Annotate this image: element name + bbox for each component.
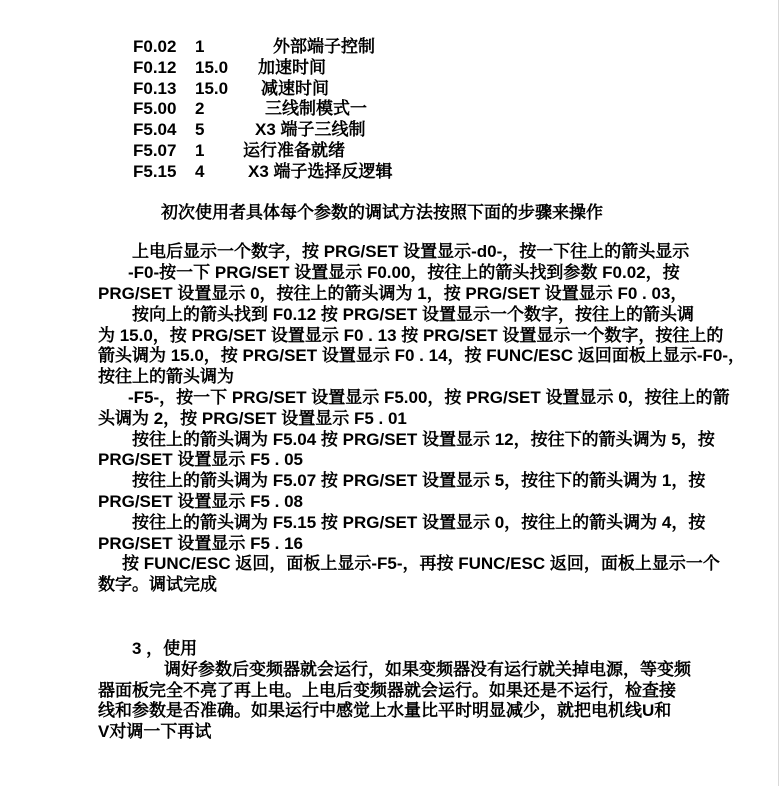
parameter-description: 三线制模式一: [265, 99, 367, 119]
step-line: 按 FUNC/ESC 返回，面板上显示-F5-，再按 FUNC/ESC 返回，面板上显示一个: [122, 554, 720, 574]
tuning-heading: 初次使用者具体每个参数的调试方法按照下面的步骤来操作: [161, 202, 603, 222]
parameter-value: 4: [195, 161, 205, 181]
parameter-description: X3 端子选择反逻辑: [248, 161, 393, 181]
step-line: 上电后显示一个数字，按 PRG/SET 设置显示-d0-，按一下往上的箭头显示: [132, 242, 690, 262]
step-line: 为 15.0，按 PRG/SET 设置显示 F0 . 13 按 PRG/SET 设置显示一个数字，按往上的: [98, 325, 724, 345]
parameter-value: 15.0: [195, 57, 229, 77]
parameter-code: F5.00: [133, 99, 177, 119]
step-line: -F5-，按一下 PRG/SET 设置显示 F5.00，按 PRG/SET 设置显示 0，按往上的箭: [128, 387, 730, 407]
parameter-row: [98, 79, 698, 100]
step-line: 按向上的箭头找到 F0.12 按 PRG/SET 设置显示一个数字，按往上的箭头调: [132, 304, 694, 324]
step-line: 数字。调试完成: [98, 575, 217, 595]
step-line: PRG/SET 设置显示 F5 . 05: [98, 450, 303, 470]
step-line: 按往上的箭头调为 F5.07 按 PRG/SET 设置显示 5，按往下的箭头调为 1，按: [132, 471, 706, 491]
document-content: [98, 37, 746, 743]
step-line: 头调为 2，按 PRG/SET 设置显示 F5 . 01: [98, 408, 407, 428]
parameter-row: [98, 99, 698, 120]
usage-section: [98, 639, 698, 743]
usage-line: 器面板完全不亮了再上电。上电后变频器就会运行。如果还是不运行，检查接: [98, 680, 676, 700]
parameter-code: F5.15: [133, 161, 177, 181]
parameter-value: 2: [195, 99, 205, 119]
parameter-row: [98, 162, 698, 183]
usage-heading: 3 ，使用: [132, 638, 198, 658]
page-right-edge: [778, 0, 779, 786]
step-line: 按往上的箭头调为: [98, 367, 234, 387]
parameter-value: 1: [195, 140, 205, 160]
parameter-code: F0.12: [133, 57, 177, 77]
step-line: PRG/SET 设置显示 F5 . 16: [98, 533, 303, 553]
usage-paragraph: [98, 660, 698, 743]
parameter-row: [98, 37, 698, 58]
parameter-row: [98, 120, 698, 141]
usage-line: V对调一下再试: [98, 722, 212, 742]
parameter-description: 加速时间: [258, 57, 326, 77]
parameter-row: [98, 58, 698, 79]
parameter-value: 5: [195, 120, 205, 140]
parameter-value: 15.0: [195, 78, 229, 98]
parameter-table: [98, 37, 698, 183]
usage-line: 调好参数后变频器就会运行，如果变频器没有运行就关掉电源，等变频: [164, 659, 691, 679]
parameter-code: F5.04: [133, 120, 177, 140]
parameter-description: X3 端子三线制: [255, 120, 366, 140]
parameter-code: F0.02: [133, 37, 177, 56]
step-line: 箭头调为 15.0，按 PRG/SET 设置显示 F0 . 14，按 FUNC/ESC 返回面板上显示-F0-，: [98, 346, 746, 366]
parameter-description: 外部端子控制: [273, 37, 375, 56]
parameter-description: 运行准备就绪: [243, 140, 345, 160]
steps-paragraphs: [98, 242, 746, 596]
step-line: PRG/SET 设置显示 F5 . 08: [98, 491, 303, 511]
parameter-value: 1: [195, 37, 205, 56]
parameter-row: [98, 141, 698, 162]
step-line: 按往上的箭头调为 F5.15 按 PRG/SET 设置显示 0，按往上的箭头调为 4，按: [132, 512, 706, 532]
step-line: PRG/SET 设置显示 0，按往上的箭头调为 1，按 PRG/SET 设置显示 F0 . 03，: [98, 283, 688, 303]
usage-line: 线和参数是否准确。如果运行中感觉上水量比平时明显减少，就把电机线U和: [98, 701, 672, 721]
step-line: -F0-按一下 PRG/SET 设置显示 F0.00，按往上的箭头找到参数 F0.02，按: [128, 263, 680, 283]
parameter-code: F5.07: [133, 140, 177, 160]
parameter-description: 减速时间: [261, 78, 329, 98]
step-line: 按往上的箭头调为 F5.04 按 PRG/SET 设置显示 12，按往下的箭头调为 5，按: [132, 429, 715, 449]
parameter-code: F0.13: [133, 78, 177, 98]
